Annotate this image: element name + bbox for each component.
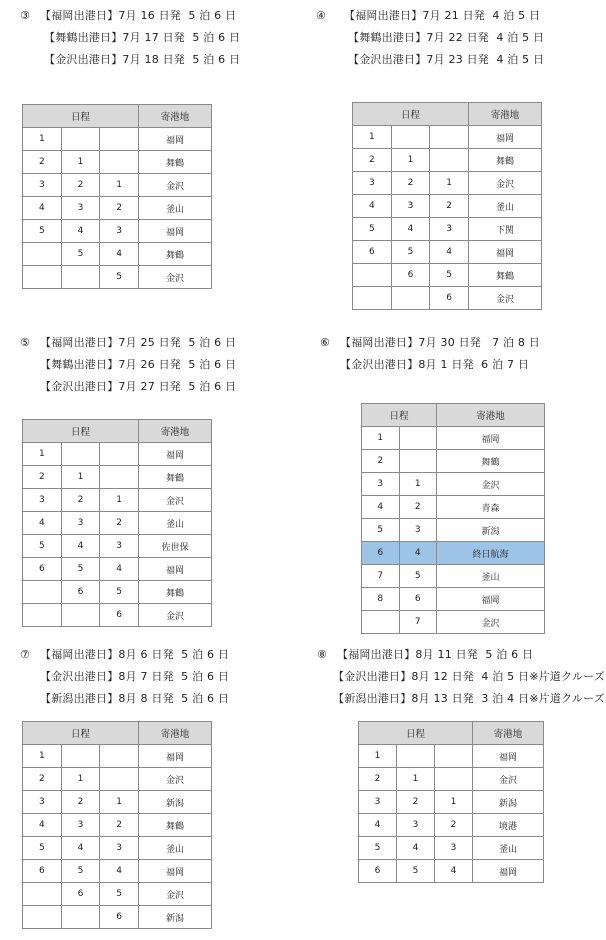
- day-cell: 6: [430, 287, 469, 310]
- table-row: [362, 427, 545, 450]
- section-5-schedule-table: [22, 419, 212, 627]
- table-row: [23, 768, 212, 791]
- section-6-marker: ⑥: [320, 336, 331, 349]
- section-4-marker: ④: [316, 9, 327, 22]
- port-of-call-header: 寄港地: [473, 722, 544, 745]
- day-cell: 4: [23, 512, 62, 535]
- port-of-call-header: 寄港地: [437, 404, 545, 427]
- day-cell: 5: [23, 220, 62, 243]
- day-cell: 5: [23, 535, 62, 558]
- day-cell: 3: [61, 814, 100, 837]
- day-cell: 6: [399, 588, 437, 611]
- section-8-marker: ⑧: [317, 648, 328, 661]
- day-cell: [61, 266, 100, 289]
- day-cell: [100, 466, 139, 489]
- day-cell: 3: [362, 473, 400, 496]
- day-cell: [435, 768, 473, 791]
- day-cell: 5: [353, 218, 392, 241]
- section-6-schedule-table: [361, 403, 545, 634]
- table-row: [23, 791, 212, 814]
- day-cell: 3: [353, 172, 392, 195]
- day-cell: 5: [399, 565, 437, 588]
- day-cell: 6: [61, 883, 100, 906]
- day-cell: 3: [61, 197, 100, 220]
- table-header-row: [23, 722, 212, 745]
- section-7-line-1: 【福岡出港日】8月 6 日発 5 泊 6 日: [40, 648, 230, 661]
- day-cell: [100, 151, 139, 174]
- port-of-call-header: 寄港地: [138, 420, 211, 443]
- day-cell: 4: [362, 496, 400, 519]
- table-row: [23, 837, 212, 860]
- day-cell: [61, 604, 100, 627]
- day-cell: 3: [391, 195, 430, 218]
- day-cell: 2: [399, 496, 437, 519]
- day-cell: 4: [399, 542, 437, 565]
- port-cell: 福岡: [473, 860, 544, 883]
- day-cell: 2: [23, 768, 62, 791]
- day-cell: 1: [61, 466, 100, 489]
- day-cell: 3: [435, 837, 473, 860]
- table-row: [362, 611, 545, 634]
- port-cell: 終日航海: [437, 542, 545, 565]
- day-cell: 6: [391, 264, 430, 287]
- day-cell: 1: [61, 151, 100, 174]
- day-cell: [23, 883, 62, 906]
- day-cell: [353, 264, 392, 287]
- table-header-row: [353, 103, 542, 126]
- day-cell: 6: [353, 241, 392, 264]
- table-row: [359, 768, 544, 791]
- section-7-marker: ⑦: [20, 648, 31, 661]
- day-cell: 5: [23, 837, 62, 860]
- day-cell: [100, 768, 139, 791]
- day-cell: 4: [61, 837, 100, 860]
- day-cell: [23, 906, 62, 929]
- port-cell: 舞鶴: [138, 151, 211, 174]
- table-row: [23, 151, 212, 174]
- table-row: [23, 814, 212, 837]
- table-row: [362, 450, 545, 473]
- port-cell: 金沢: [138, 489, 211, 512]
- day-cell: 4: [100, 558, 139, 581]
- port-cell: 新潟: [138, 906, 211, 929]
- day-cell: 4: [100, 243, 139, 266]
- schedule-header: 日程: [359, 722, 473, 745]
- day-cell: 4: [23, 814, 62, 837]
- table-row: [353, 264, 542, 287]
- day-cell: [100, 128, 139, 151]
- port-cell: 福岡: [473, 745, 544, 768]
- table-row: [359, 837, 544, 860]
- day-cell: 6: [100, 604, 139, 627]
- table-row: [23, 604, 212, 627]
- day-cell: 2: [61, 174, 100, 197]
- port-of-call-header: 寄港地: [468, 103, 541, 126]
- day-cell: 3: [100, 535, 139, 558]
- table-row: [23, 906, 212, 929]
- day-cell: 7: [362, 565, 400, 588]
- port-cell: 福岡: [138, 128, 211, 151]
- day-cell: 1: [100, 174, 139, 197]
- table-row: [362, 588, 545, 611]
- section-3-line-1: 【福岡出港日】7月 16 日発 5 泊 6 日: [40, 9, 237, 22]
- port-cell: 舞鶴: [468, 149, 541, 172]
- day-cell: [353, 287, 392, 310]
- table-row-highlighted: [362, 542, 545, 565]
- day-cell: 1: [391, 149, 430, 172]
- day-cell: 1: [23, 128, 62, 151]
- day-cell: 4: [23, 197, 62, 220]
- section-8-line-1: 【福岡出港日】8月 11 日発 5 泊 6 日: [337, 648, 534, 661]
- port-cell: 釜山: [437, 565, 545, 588]
- table-header-row: [23, 105, 212, 128]
- port-cell: 金沢: [437, 611, 545, 634]
- section-7-line-3: 【新潟出港日】8月 8 日発 5 泊 6 日: [40, 692, 230, 705]
- port-cell: 青森: [437, 496, 545, 519]
- port-cell: 福岡: [437, 427, 545, 450]
- day-cell: 4: [359, 814, 397, 837]
- port-cell: 舞鶴: [437, 450, 545, 473]
- table-row: [23, 745, 212, 768]
- day-cell: [23, 581, 62, 604]
- port-cell: 釜山: [468, 195, 541, 218]
- table-row: [353, 149, 542, 172]
- day-cell: [61, 906, 100, 929]
- day-cell: 3: [100, 220, 139, 243]
- day-cell: 2: [61, 489, 100, 512]
- day-cell: 2: [61, 791, 100, 814]
- table-row: [23, 860, 212, 883]
- day-cell: [399, 427, 437, 450]
- port-cell: 釜山: [138, 837, 211, 860]
- port-cell: 福岡: [138, 745, 211, 768]
- port-cell: 新潟: [138, 791, 211, 814]
- section-8-line-2: 【金沢出港日】8月 12 日発 4 泊 5 日※片道クルーズ: [333, 670, 606, 683]
- section-3-schedule-table: [22, 104, 212, 289]
- port-cell: 福岡: [468, 126, 541, 149]
- day-cell: 5: [100, 266, 139, 289]
- port-cell: 境港: [473, 814, 544, 837]
- section-5-line-2: 【舞鶴出港日】7月 26 日発 5 泊 6 日: [40, 358, 237, 371]
- schedule-header: 日程: [23, 105, 139, 128]
- port-cell: 釜山: [473, 837, 544, 860]
- port-cell: 金沢: [138, 604, 211, 627]
- day-cell: 6: [23, 860, 62, 883]
- day-cell: 2: [362, 450, 400, 473]
- section-4-line-3: 【金沢出港日】7月 23 日発 4 泊 5 日: [348, 53, 545, 66]
- section-6-line-1: 【福岡出港日】7月 30 日発 7 泊 8 日: [340, 336, 540, 349]
- day-cell: [430, 149, 469, 172]
- day-cell: [100, 745, 139, 768]
- table-row: [353, 126, 542, 149]
- table-row: [23, 174, 212, 197]
- port-cell: 金沢: [437, 473, 545, 496]
- day-cell: 2: [430, 195, 469, 218]
- day-cell: 1: [23, 745, 62, 768]
- day-cell: [23, 243, 62, 266]
- section-5-line-3: 【金沢出港日】7月 27 日発 5 泊 6 日: [40, 380, 237, 393]
- table-row: [23, 883, 212, 906]
- port-cell: 佐世保: [138, 535, 211, 558]
- day-cell: 2: [397, 791, 435, 814]
- day-cell: [100, 443, 139, 466]
- day-cell: 3: [61, 512, 100, 535]
- table-row: [353, 218, 542, 241]
- port-of-call-header: 寄港地: [138, 722, 211, 745]
- day-cell: 1: [100, 489, 139, 512]
- day-cell: 3: [23, 174, 62, 197]
- section-7-schedule-table: [22, 721, 212, 929]
- table-header-row: [362, 404, 545, 427]
- port-cell: 福岡: [138, 220, 211, 243]
- day-cell: 2: [359, 768, 397, 791]
- schedule-header: 日程: [353, 103, 469, 126]
- table-row: [23, 443, 212, 466]
- port-cell: 釜山: [138, 197, 211, 220]
- table-row: [359, 791, 544, 814]
- table-row: [353, 172, 542, 195]
- day-cell: 7: [399, 611, 437, 634]
- day-cell: 5: [61, 243, 100, 266]
- section-6-line-2: 【金沢出港日】8月 1 日発 6 泊 7 日: [340, 358, 530, 371]
- day-cell: 1: [23, 443, 62, 466]
- day-cell: 6: [362, 542, 400, 565]
- day-cell: 1: [362, 427, 400, 450]
- table-row: [23, 197, 212, 220]
- day-cell: 1: [430, 172, 469, 195]
- day-cell: 5: [100, 581, 139, 604]
- table-row: [23, 489, 212, 512]
- day-cell: 3: [23, 489, 62, 512]
- day-cell: 2: [353, 149, 392, 172]
- day-cell: 3: [100, 837, 139, 860]
- day-cell: 3: [399, 519, 437, 542]
- day-cell: 1: [397, 768, 435, 791]
- section-3-line-2: 【舞鶴出港日】7月 17 日発 5 泊 6 日: [44, 31, 241, 44]
- day-cell: 3: [430, 218, 469, 241]
- table-row: [359, 860, 544, 883]
- day-cell: 2: [100, 197, 139, 220]
- day-cell: 6: [61, 581, 100, 604]
- day-cell: 4: [430, 241, 469, 264]
- day-cell: 2: [435, 814, 473, 837]
- day-cell: 5: [61, 558, 100, 581]
- table-row: [23, 466, 212, 489]
- day-cell: 5: [61, 860, 100, 883]
- day-cell: 4: [397, 837, 435, 860]
- table-row: [23, 512, 212, 535]
- day-cell: 6: [100, 906, 139, 929]
- section-4-schedule-table: [352, 102, 542, 310]
- section-5-line-1: 【福岡出港日】7月 25 日発 5 泊 6 日: [40, 336, 237, 349]
- section-7-line-2: 【金沢出港日】8月 7 日発 5 泊 6 日: [40, 670, 230, 683]
- day-cell: 4: [353, 195, 392, 218]
- port-cell: 舞鶴: [138, 581, 211, 604]
- day-cell: 3: [23, 791, 62, 814]
- day-cell: 6: [23, 558, 62, 581]
- day-cell: 1: [353, 126, 392, 149]
- day-cell: [391, 287, 430, 310]
- port-cell: 福岡: [138, 443, 211, 466]
- day-cell: 5: [430, 264, 469, 287]
- table-row: [23, 128, 212, 151]
- table-row: [23, 266, 212, 289]
- table-row: [23, 220, 212, 243]
- schedule-header: 日程: [362, 404, 437, 427]
- section-3-line-3: 【金沢出港日】7月 18 日発 5 泊 6 日: [44, 53, 241, 66]
- table-header-row: [359, 722, 544, 745]
- port-cell: 新潟: [437, 519, 545, 542]
- table-row: [23, 243, 212, 266]
- section-4-line-2: 【舞鶴出港日】7月 22 日発 4 泊 5 日: [348, 31, 545, 44]
- day-cell: 1: [359, 745, 397, 768]
- day-cell: 2: [23, 466, 62, 489]
- day-cell: 4: [61, 535, 100, 558]
- day-cell: 3: [397, 814, 435, 837]
- day-cell: 2: [100, 814, 139, 837]
- day-cell: [430, 126, 469, 149]
- day-cell: 5: [397, 860, 435, 883]
- port-cell: 下関: [468, 218, 541, 241]
- schedule-header: 日程: [23, 722, 139, 745]
- day-cell: [435, 745, 473, 768]
- day-cell: 4: [61, 220, 100, 243]
- port-of-call-header: 寄港地: [138, 105, 211, 128]
- schedule-header: 日程: [23, 420, 139, 443]
- day-cell: [391, 126, 430, 149]
- day-cell: [362, 611, 400, 634]
- table-row: [23, 558, 212, 581]
- section-5-marker: ⑤: [20, 336, 31, 349]
- port-cell: 福岡: [138, 558, 211, 581]
- port-cell: 金沢: [138, 883, 211, 906]
- day-cell: 5: [391, 241, 430, 264]
- day-cell: [23, 266, 62, 289]
- port-cell: 釜山: [138, 512, 211, 535]
- table-row: [353, 287, 542, 310]
- table-row: [362, 565, 545, 588]
- port-cell: 新潟: [473, 791, 544, 814]
- day-cell: [397, 745, 435, 768]
- day-cell: 4: [435, 860, 473, 883]
- port-cell: 金沢: [468, 287, 541, 310]
- day-cell: 5: [100, 883, 139, 906]
- day-cell: 6: [359, 860, 397, 883]
- day-cell: 5: [362, 519, 400, 542]
- day-cell: 1: [100, 791, 139, 814]
- day-cell: [23, 604, 62, 627]
- port-cell: 金沢: [138, 174, 211, 197]
- table-row: [23, 535, 212, 558]
- day-cell: 4: [391, 218, 430, 241]
- section-4-line-1: 【福岡出港日】7月 21 日発 4 泊 5 日: [344, 9, 541, 22]
- port-cell: 金沢: [138, 768, 211, 791]
- day-cell: 3: [359, 791, 397, 814]
- table-row: [362, 519, 545, 542]
- day-cell: 1: [399, 473, 437, 496]
- day-cell: 2: [391, 172, 430, 195]
- section-3-marker: ③: [20, 9, 31, 22]
- port-cell: 福岡: [138, 860, 211, 883]
- day-cell: [61, 443, 100, 466]
- port-cell: 福岡: [437, 588, 545, 611]
- day-cell: 2: [23, 151, 62, 174]
- table-row: [353, 241, 542, 264]
- port-cell: 金沢: [473, 768, 544, 791]
- day-cell: [61, 745, 100, 768]
- day-cell: 1: [61, 768, 100, 791]
- table-row: [23, 581, 212, 604]
- port-cell: 金沢: [138, 266, 211, 289]
- table-header-row: [23, 420, 212, 443]
- table-row: [362, 473, 545, 496]
- day-cell: 5: [359, 837, 397, 860]
- section-8-schedule-table: [358, 721, 544, 883]
- table-row: [359, 745, 544, 768]
- port-cell: 金沢: [468, 172, 541, 195]
- day-cell: [61, 128, 100, 151]
- day-cell: 2: [100, 512, 139, 535]
- table-row: [362, 496, 545, 519]
- day-cell: [399, 450, 437, 473]
- section-8-line-3: 【新潟出港日】8月 13 日発 3 泊 4 日※片道クルーズ: [333, 692, 606, 705]
- port-cell: 舞鶴: [468, 264, 541, 287]
- day-cell: 8: [362, 588, 400, 611]
- table-row: [353, 195, 542, 218]
- port-cell: 舞鶴: [138, 814, 211, 837]
- day-cell: 4: [100, 860, 139, 883]
- table-row: [359, 814, 544, 837]
- port-cell: 舞鶴: [138, 466, 211, 489]
- day-cell: 1: [435, 791, 473, 814]
- port-cell: 福岡: [468, 241, 541, 264]
- port-cell: 舞鶴: [138, 243, 211, 266]
